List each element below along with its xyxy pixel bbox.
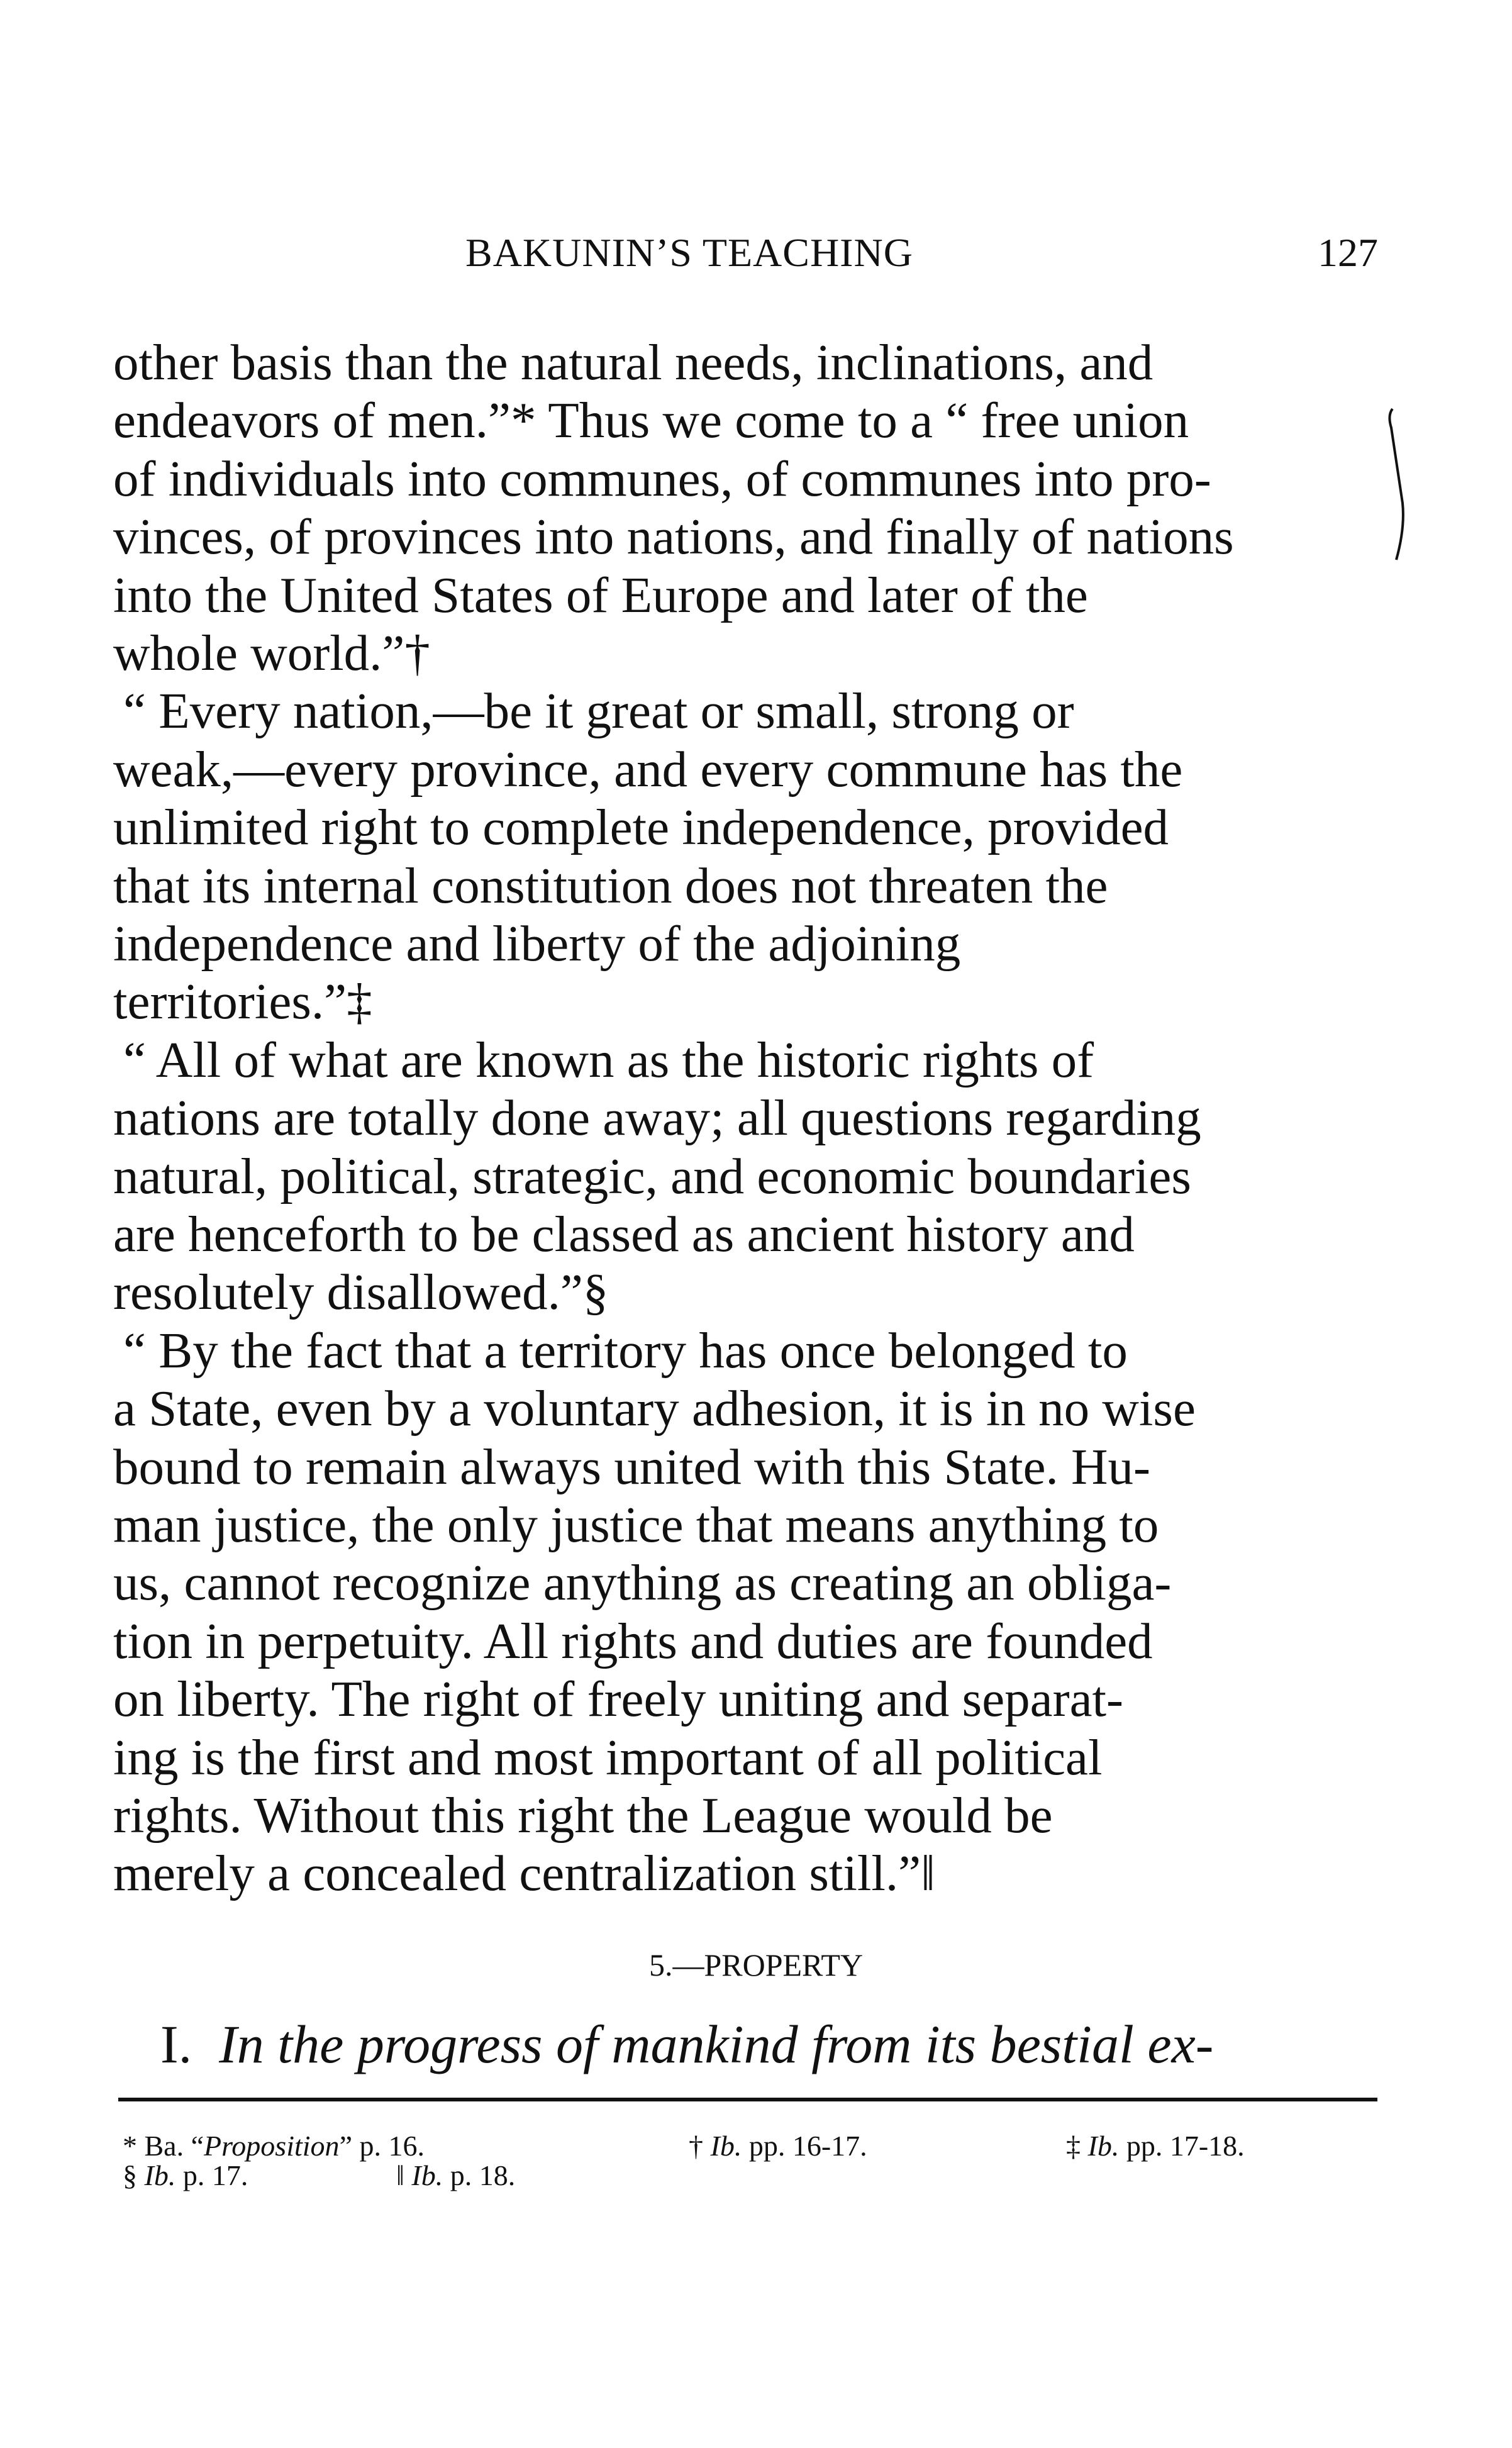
body-line: a State, even by a voluntary adhesion, it is in no wise <box>113 1380 1196 1437</box>
footnote-italic: Ib. <box>1087 2130 1120 2162</box>
body-line: merely a concealed centralization still.”‖ <box>113 1845 935 1902</box>
footnote-mark: * <box>123 2130 137 2162</box>
body-line: ing is the first and most important of all political <box>113 1728 1103 1786</box>
body-line: are henceforth to be classed as ancient history and <box>113 1206 1135 1262</box>
footnote-5 <box>396 2159 515 2192</box>
running-title: BAKUNIN’S TEACHING <box>465 230 913 275</box>
body-line: bound to remain always united with this State. Hu- <box>113 1438 1150 1495</box>
body-line: “ By the fact that a territory has once belonged to <box>123 1321 1128 1379</box>
page-number: 127 <box>1318 230 1378 275</box>
footnote-mark: ‖ <box>396 2159 404 2191</box>
lead-text: In the progress of mankind from its bestial ex- <box>219 2014 1214 2074</box>
footnote-mark: ‡ <box>1066 2130 1081 2162</box>
section-heading: 5.—PROPERTY <box>648 1947 864 1983</box>
footnote-mark: † <box>689 2130 703 2162</box>
footnote-text: p. 17. <box>175 2159 248 2191</box>
body-line: territories.”‡ <box>113 973 372 1030</box>
footnote-italic: Ib. <box>411 2159 443 2191</box>
lead-numeral: I. <box>160 2014 192 2074</box>
footnote-text: Ba. “ <box>144 2130 204 2162</box>
footnote-italic: Ib. <box>144 2159 176 2191</box>
footnote-rule <box>118 2098 1377 2101</box>
body-line: of individuals into communes, of communes into pro- <box>113 450 1211 507</box>
body-line: rights. Without this right the League would be <box>113 1787 1053 1844</box>
body-line: into the United States of Europe and later of the <box>113 566 1088 623</box>
footnote-3 <box>1066 2129 1245 2162</box>
footnote-1 <box>123 2129 425 2162</box>
footnote-2 <box>689 2129 867 2162</box>
footnote-text: pp. 16-17. <box>742 2130 867 2162</box>
body-line: whole world.”† <box>113 625 430 681</box>
body-line: other basis than the natural needs, inclinations, and <box>113 334 1153 391</box>
margin-bracket-mark <box>1384 403 1409 566</box>
body-line: that its internal constitution does not threaten the <box>113 857 1108 914</box>
body-line: vinces, of provinces into nations, and finally of nations <box>113 508 1234 565</box>
footnote-text: p. 18. <box>443 2159 516 2191</box>
footnote-4 <box>123 2159 248 2192</box>
body-line: “ Every nation,—be it great or small, strong or <box>123 682 1074 740</box>
body-line: natural, political, strategic, and economic boundaries <box>113 1147 1191 1205</box>
footnote-italic: Ib. <box>710 2130 742 2162</box>
footnote-text: ” p. 16. <box>339 2130 425 2162</box>
footnote-italic: Proposition <box>204 2130 340 2162</box>
footnote-text: pp. 17-18. <box>1119 2130 1245 2162</box>
body-line: nations are totally done away; all questions regarding <box>113 1089 1201 1147</box>
body-line: man justice, the only justice that means anything to <box>113 1496 1159 1553</box>
body-line: us, cannot recognize anything as creating an obliga- <box>113 1554 1172 1611</box>
body-line: weak,—every province, and every commune has the <box>113 740 1183 798</box>
body-line: resolutely disallowed.”§ <box>113 1264 609 1321</box>
body-line: endeavors of men.”* Thus we come to a “ free union <box>113 392 1189 449</box>
body-line: unlimited right to complete independence, provided <box>113 799 1169 856</box>
body-line: on liberty. The right of freely uniting and separat- <box>113 1671 1123 1728</box>
body-line: tion in perpetuity. All rights and duties are founded <box>113 1612 1153 1669</box>
lead-sentence <box>160 2013 1213 2076</box>
body-line: “ All of what are known as the historic rights of <box>123 1031 1094 1088</box>
footnote-mark: § <box>123 2159 137 2191</box>
body-line: independence and liberty of the adjoining <box>113 915 961 972</box>
